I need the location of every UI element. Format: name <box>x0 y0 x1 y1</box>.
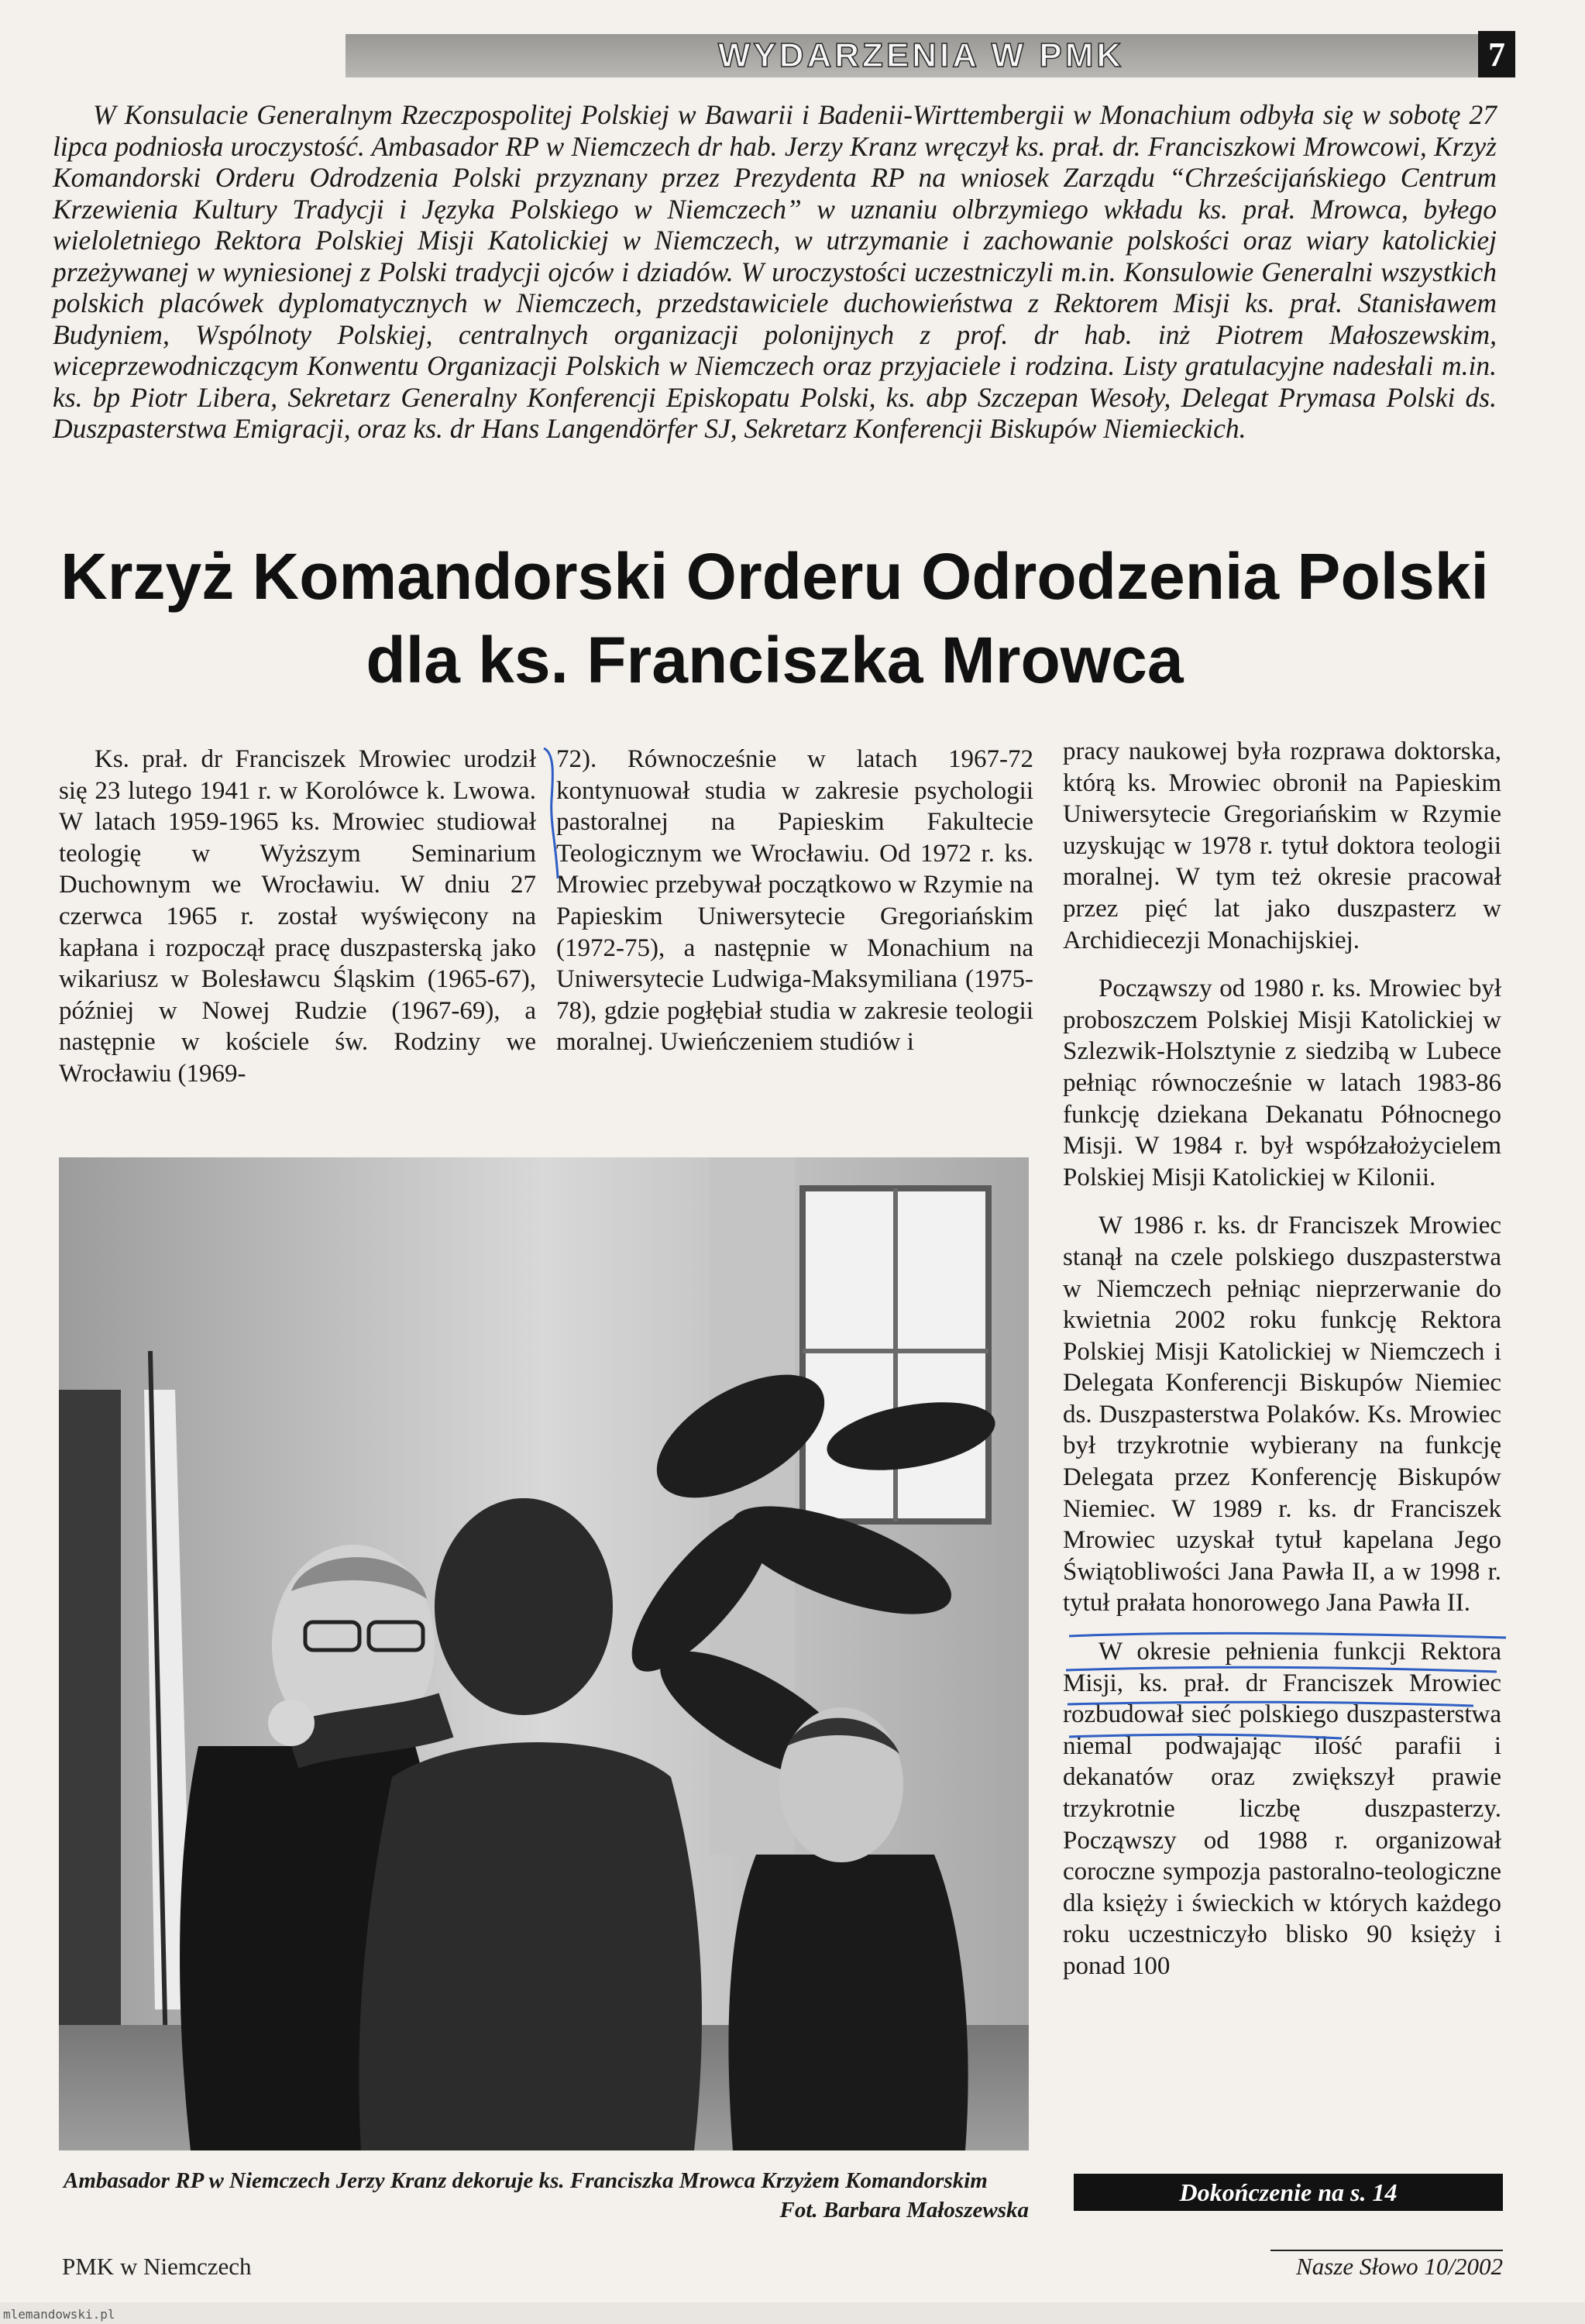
section-title: WYDARZENIA W PMK <box>717 36 1125 74</box>
photo-credit: Fot. Barbara Małoszewska <box>779 2198 1029 2223</box>
article-column-2 <box>556 744 1033 1058</box>
headline-line-1: Krzyż Komandorski Orderu Odrodzenia Polski <box>60 540 1489 613</box>
column-3-paragraph-3: W 1986 r. ks. dr Franciszek Mrowiec stanął na czele polskiego duszpasterstwa w Niemczech pełniąc nieprzerwanie do kwietnia 2002 roku funkcję Rektora Polskiej Misji Katolickiej w Niemczech i Delegata Konferencji Biskupów Niemiec ds. Duszpasterstwa Polaków. Ks. Mrowiec był trzykrotnie wybierany na funkcję Delegata przez Konferencję Biskupów Niemiec. W 1989 r. ks. dr Franciszek Mrowiec uzyskał tytuł kapelana Jego Świątobliwości Jana Pawła II, a w 1998 r. tytuł prałata honorowego Jana Pawła II. <box>1063 1212 1501 1618</box>
article-column-1 <box>59 744 536 1090</box>
column-2-paragraph: 72). Równocześnie w latach 1967-72 kontynuował studia w zakresie psychologii pastoralnej na Papieskim Fakultecie Teologicznym we Wrocławiu. Od 1972 r. ks. Mrowiec przebywał początkowo w Rzymie na Papieskim Uniwersytecie Gregoriańskim (1972-75), a następnie w Monachium na Uniwersytecie Ludwiga-Maksymiliana (1975-78), gdzie pogłębiał studia w zakresie teologii moralnej. Uwieńczeniem studiów i <box>556 745 1033 1057</box>
footer-issue-label: Nasze Słowo 10/2002 <box>1270 2250 1503 2281</box>
article-headline <box>46 535 1503 702</box>
ceremony-photo <box>59 1157 1029 2150</box>
photo-caption: Ambasador RP w Niemczech Jerzy Kranz dekoruje ks. Franciszka Mrowca Krzyżem Komandorskim <box>64 2168 988 2193</box>
column-3-paragraph-2: Począwszy od 1980 r. ks. Mrowiec był proboszczem Polskiej Misji Katolickiej w Szlezwik-Holsztynie z siedzibą w Lubece pełniąc równocześnie w latach 1983-86 funkcję dziekana Dekanatu Północnego Misji. W 1984 r. był współzałożycielem Polskiej Misji Katolickiej w Kilonii. <box>1063 975 1501 1191</box>
column-1-paragraph: Ks. prał. dr Franciszek Mrowiec urodził się 23 lutego 1941 r. w Korolówce k. Lwowa. W latach 1959-1965 ks. Mrowiec studiował teologię w Wyższym Seminarium Duchownym we Wrocławiu. W dniu 27 czerwca 1965 r. został wyświęcony na kapłana i rozpoczął pracę duszpasterską jako wikariusz w Bolesławcu Śląskim (1965-67), później w Nowej Rudzie (1967-69), a następnie w kościele św. Rodziny we Wrocławiu (1969- <box>59 745 536 1088</box>
page-bottom-edge <box>0 2302 1585 2324</box>
column-3-paragraph-1: pracy naukowej była rozprawa doktorska, którą ks. Mrowiec obronił na Papieskim Uniwersytecie Gregoriańskim w Rzymie uzyskując w 1978 r. tytuł doktora teologii moralnej. W tym też okresie pracował przez pięć lat jako duszpasterz w Archidiecezji Monachijskiej. <box>1063 737 1501 954</box>
article-column-3 <box>1063 736 1501 1982</box>
column-3-paragraph-4: W okresie pełnienia funkcji Rektora Misji, ks. prał. dr Franciszek Mrowiec rozbudował sieć polskiego duszpasterstwa niemal podwajając ilość parafii i dekanatów oraz zwiększył prawie trzykrotnie liczbę duszpasterzy. Począwszy od 1988 r. organizował coroczne sympozja pastoralno-teologiczne dla księży i świeckich w których każdego roku uczestniczyło blisko 90 księży i ponad 100 <box>1063 1638 1501 1980</box>
lead-paragraph: W Konsulacie Generalnym Rzeczpospolitej Polskiej w Bawarii i Badenii-Wirttembergii w Monachium odbyła się w sobotę 27 lipca podniosła uroczystość. Ambasador RP w Niemczech dr hab. Jerzy Kranz wręczył ks. prał. dr. Franciszkowi Mrowcowi, Krzyż Komandorski Orderu Odrodzenia Polski przyznany przez Prezydenta RP na wniosek Zarządu “Chrześcijańskiego Centrum Krzewienia Kultury Tradycji i Języka Polskiego w Niemczech” w uznaniu olbrzymiego wkładu ks. prał. Mrowca, byłego wieloletniego Rektora Polskiej Misji Katolickiej w Niemczech, w utrzymanie i zachowanie polskości oraz wiary katolickiej przeżywanej w wyniesionej z Polski tradycji ojców i dziadów. W uroczystości uczestniczyli m.in. Konsulowie Generalni wszystkich polskich placówek dyplomatycznych w Niemczech, przedstawiciele duchowieństwa z Rektorem Misji ks. prał. Stanisławem Budyniem, Wspólnoty Polskiej, centralnych organizacji polonijnych z prof. dr hab. inż Piotrem Małoszewskim, wiceprzewodniczącym Konwentu Organizacji Polskich w Niemczech oraz przyjaciele i rodzina. Listy gratulacyjne nadesłali m.in. ks. bp Piotr Libera, Sekretarz Generalny Konferencji Episkopatu Polski, ks. abp Szczepan Wesoły, Delegat Prymasa Polski ds. Duszpasterstwa Emigracji, oraz ks. dr Hans Langendörfer SJ, Sekretarz Konferencji Biskupów Niemieckich. <box>53 99 1497 444</box>
headline-line-2: dla ks. Franciszka Mrowca <box>366 624 1184 696</box>
ceremony-photo-illustration <box>59 1157 1029 2150</box>
continued-on-page-note: Dokończenie na s. 14 <box>1074 2174 1503 2211</box>
footer-section-label: PMK w Niemczech <box>62 2253 252 2280</box>
section-header-bar <box>346 34 1497 77</box>
scan-watermark: mlemandowski.pl <box>3 2307 115 2322</box>
page-number: 7 <box>1478 31 1515 77</box>
